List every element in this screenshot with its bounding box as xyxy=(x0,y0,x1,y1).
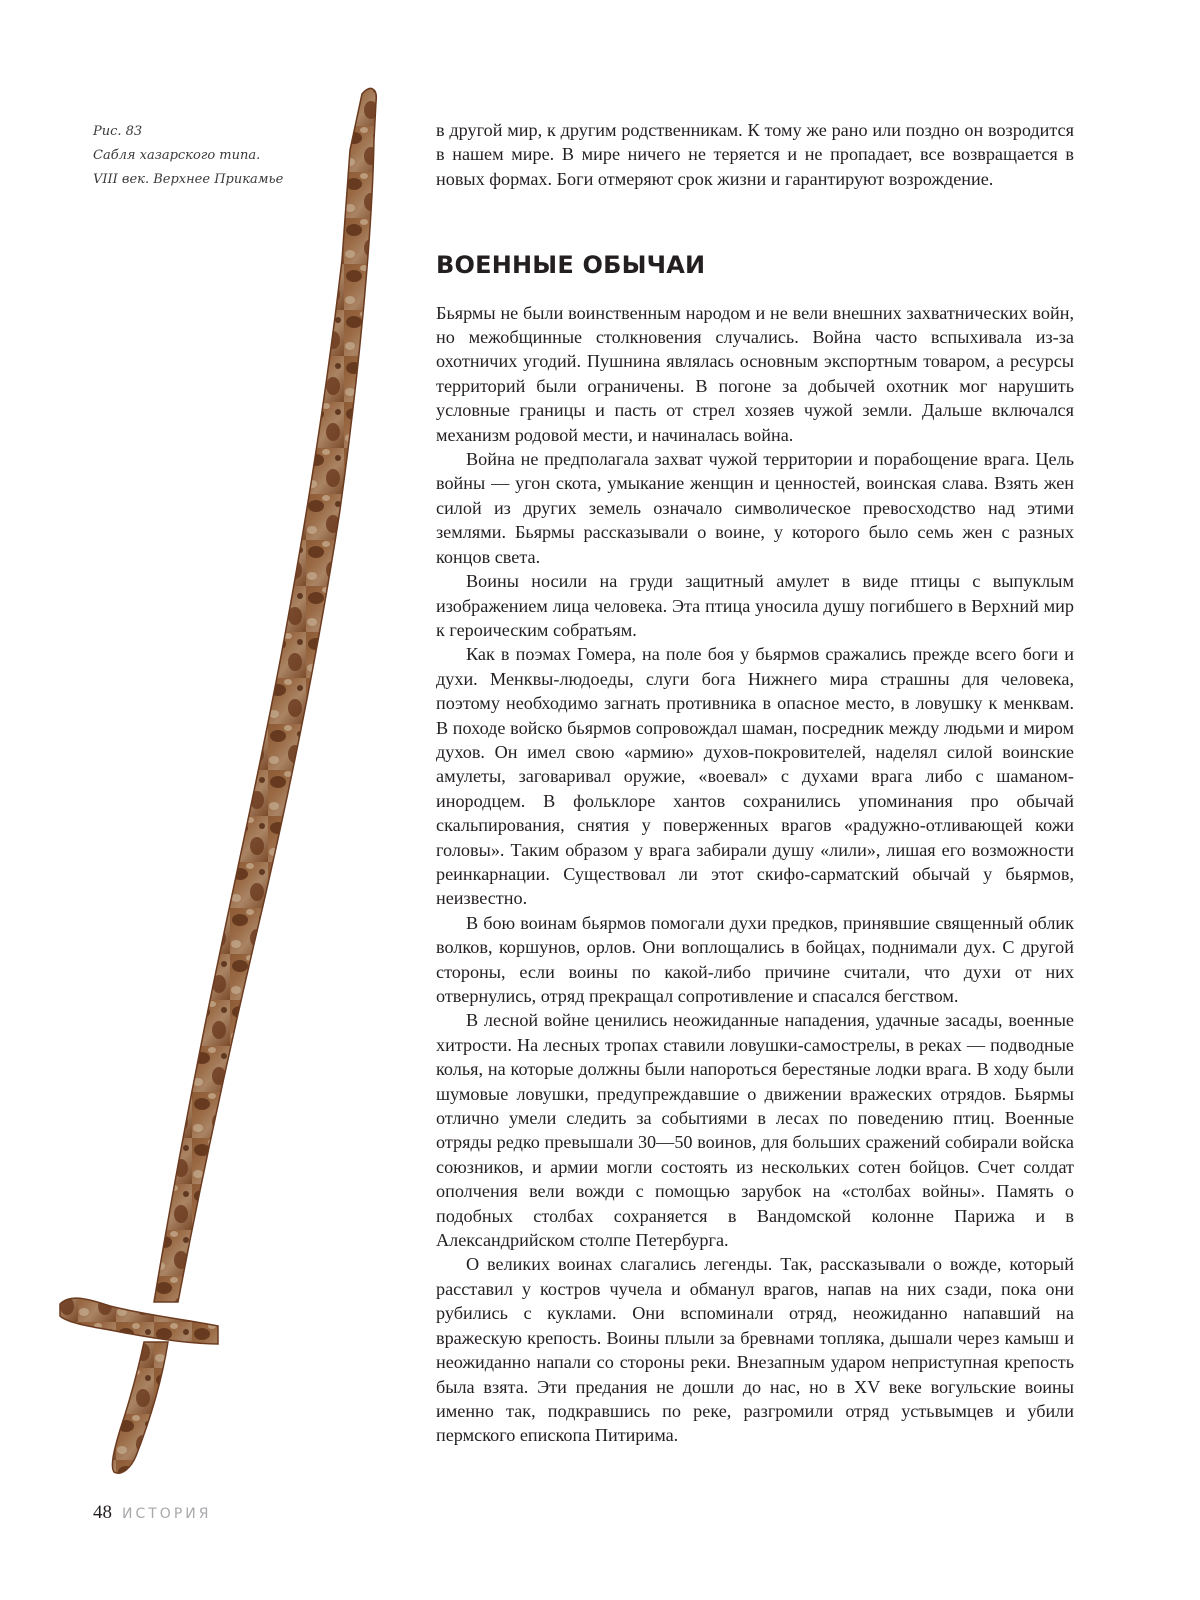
rusted-saber-image xyxy=(40,80,400,1490)
intro-paragraph: в другой мир, к другим родственникам. К тому же рано или поздно он возродится в нашем мире. В мире ничего не теряется и не пропадает, все возвращается в новых формах. Боги отмеряют срок жизни и гарантируют возрождение. xyxy=(436,120,1074,189)
saber-crossguard xyxy=(60,1298,218,1344)
saber-blade xyxy=(154,88,376,1302)
body-paragraph: Воины носили на груди защитный амулет в виде птицы с выпуклым изображением лица человека. Эта птица уносила душу погибшего в Верхний мир к героическим собратьям. xyxy=(436,571,1074,640)
body-paragraph: В бою воинам бьярмов помогали духи предков, принявшие священный облик волков, коршунов, орлов. Они воплощались в бойцах, поднимали дух. С другой стороны, если воины по какой-либо причине считали, что духи от них отвернулись, отряд прекращал сопротивление и спасался бегством. xyxy=(436,912,1074,1006)
body-paragraph: В лесной войне ценились неожиданные нападения, удачные засады, военные хитрости. На лесных тропах ставили ловушки-самострелы, в реках — подводные колья, на которые должны были напороться берестяные лодки врага. В ходу были шумовые ловушки, предупреждавшие о движении вражеских отрядов. Бьярмы отлично умели следить за событиями в лесах по поведению птиц. Военные отряды редко превышали 30—50 воинов, для больших сражений собирали войска союзников, и армии могли состоять из нескольких сотен бойцов. Счет солдат ополчения вели вожди с помощью зарубок на «столбах войны». Память о подобных столбах сохраняется в Вандомской колонне Парижа и в Александрийском столпе Петербурга. xyxy=(436,1010,1074,1251)
saber-grip xyxy=(112,1342,168,1473)
main-text-column xyxy=(436,118,1074,1448)
caption-title: Сабля хазарского типа. xyxy=(93,148,261,163)
page-number: 48 xyxy=(93,1502,112,1523)
body-paragraph: Бьярмы не были воинственным народом и не вели внешних захватнических войн, но межобщинные столкновения случались. Война часто вспыхивала из-за охотничих угодий. Пушнина являлась основным экспортным товаром, а ресурсы территорий были ограничены. В погоне за добычей охотник мог нарушить условные границы и пасть от стрел хозяев чужой земли. Дальше включался механизм родовой мести, и начиналась война. xyxy=(436,302,1074,445)
caption-details: VIII век. Верхнее Прикамье xyxy=(93,172,284,187)
page-footer xyxy=(93,1502,211,1524)
body-paragraph: Как в поэмах Гомера, на поле боя у бьярмов сражались прежде всего боги и духи. Менквы-людоеды, слуги бога Нижнего мира страшны для человека, поэтому необходимо загнать противника в опасное место, в ловушку к менквам. В походе войско бьярмов сопровождал шаман, посредник между людьми и миром духов. Он имел свою «армию» духов-покровителей, наделял силой воинские амулеты, заговаривал оружие, «воевал» с духами врага либо с шаманом-инородцем. В фольклоре хантов сохранились упоминания про обычай скальпирования, снятия у поверженных врагов «радужно-отливающей кожи головы». Таким образом у врага забирали душу «лили», лишая его возможности реинкарнации. Существовал ли этот скифо-сарматский обычай у бьярмов, неизвестно. xyxy=(436,644,1074,909)
running-section-name: ИСТОРИЯ xyxy=(122,1506,212,1522)
caption-figure-number: Рис. 83 xyxy=(93,124,143,139)
body-paragraph: Война не предполагала захват чужой территории и порабощение врага. Цель войны — угон скота, умыкание женщин и ценностей, воинская слава. Взять жен силой из других земель означало символическое превосходство над этими землями. Бьярмы рассказывали о воине, у которого было семь жен с разных концов света. xyxy=(436,449,1074,567)
body-paragraph: О великих воинах слагались легенды. Так, рассказывали о вожде, который расставил у костров чучела и обманул врагов, напав на них сзади, пока они рубились с куклами. Они вспоминали отряд, неожиданно напавший на вражескую крепость. Воины плыли за бревнами топляка, дышали через камыш и неожиданно напали со стороны реки. Внезапным ударом неприступная крепость была взята. Эти предания не дошли до нас, но в XV веке вогульские воины именно так, подкравшись по реке, разгромили отряд устьвымцев и убили пермского епископа Питирима. xyxy=(436,1254,1074,1446)
section-title: ВОЕННЫЕ ОБЫЧАИ xyxy=(436,251,706,280)
